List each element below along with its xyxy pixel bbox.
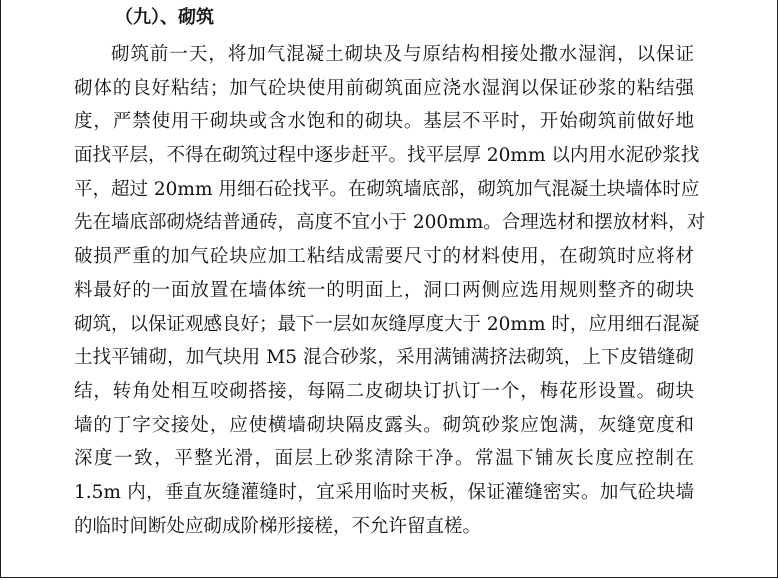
- paragraph-line: 砌筑，以保证观感良好；最下一层如灰缝厚度大于 20mm 时，应用细石混凝: [74, 313, 700, 335]
- paragraph-line: 面找平层，不得在砌筑过程中逐步赶平。找平层厚 20mm 以内用水泥砂浆找: [74, 145, 700, 167]
- paragraph-line: 砌筑前一天，将加气混凝土砌块及与原结构相接处撒水湿润，以保证: [111, 44, 694, 65]
- paragraph-line: 1.5m 内，垂直灰缝灌缝时，宜采用临时夹板，保证灌缝密实。加气砼块墙: [74, 481, 694, 503]
- paragraph-line: 深度一致，平整光滑，面层上砂浆清除干净。常温下铺灰长度应控制在: [74, 448, 694, 470]
- paragraph-line: 的临时间断处应砌成阶梯形接槎，不允许留直槎。: [74, 515, 482, 537]
- paragraph-line: 砌体的良好粘结；加气砼块使用前砌筑面应浇水湿润以保证砂浆的粘结强: [74, 77, 694, 99]
- body-paragraph: [74, 38, 706, 543]
- paragraph-line: 平，超过 20mm 用细石砼找平。在砌筑墙底部，砌筑加气混凝土块墙体时应: [74, 178, 700, 200]
- paragraph-line: 墙的丁字交接处，应使横墙砌块隔皮露头。砌筑砂浆应饱满，灰缝宽度和: [74, 414, 694, 436]
- paragraph-line: 结，转角处相互咬砌搭接，每隔二皮砌块订扒订一个，梅花形设置。砌块: [74, 380, 694, 402]
- paragraph-line: 度，严禁使用干砌块或含水饱和的砌块。基层不平时，开始砌筑前做好地: [74, 111, 694, 133]
- section-heading: （九）、砌筑: [115, 7, 214, 28]
- paragraph-line: 料最好的一面放置在墙体统一的明面上，洞口两侧应选用规则整齐的砌块: [74, 279, 694, 301]
- paragraph-line: 先在墙底部砌烧结普通砖，高度不宜小于 200mm。合理选材和摆放材料，对: [74, 212, 706, 234]
- paragraph-line: 土找平铺砌，加气块用 M5 混合砂浆，采用满铺满挤法砌筑，上下皮错缝砌: [74, 347, 694, 369]
- paragraph-line: 破损严重的加气砼块应加工粘结成需要尺寸的材料使用，在砌筑时应将材: [74, 246, 694, 268]
